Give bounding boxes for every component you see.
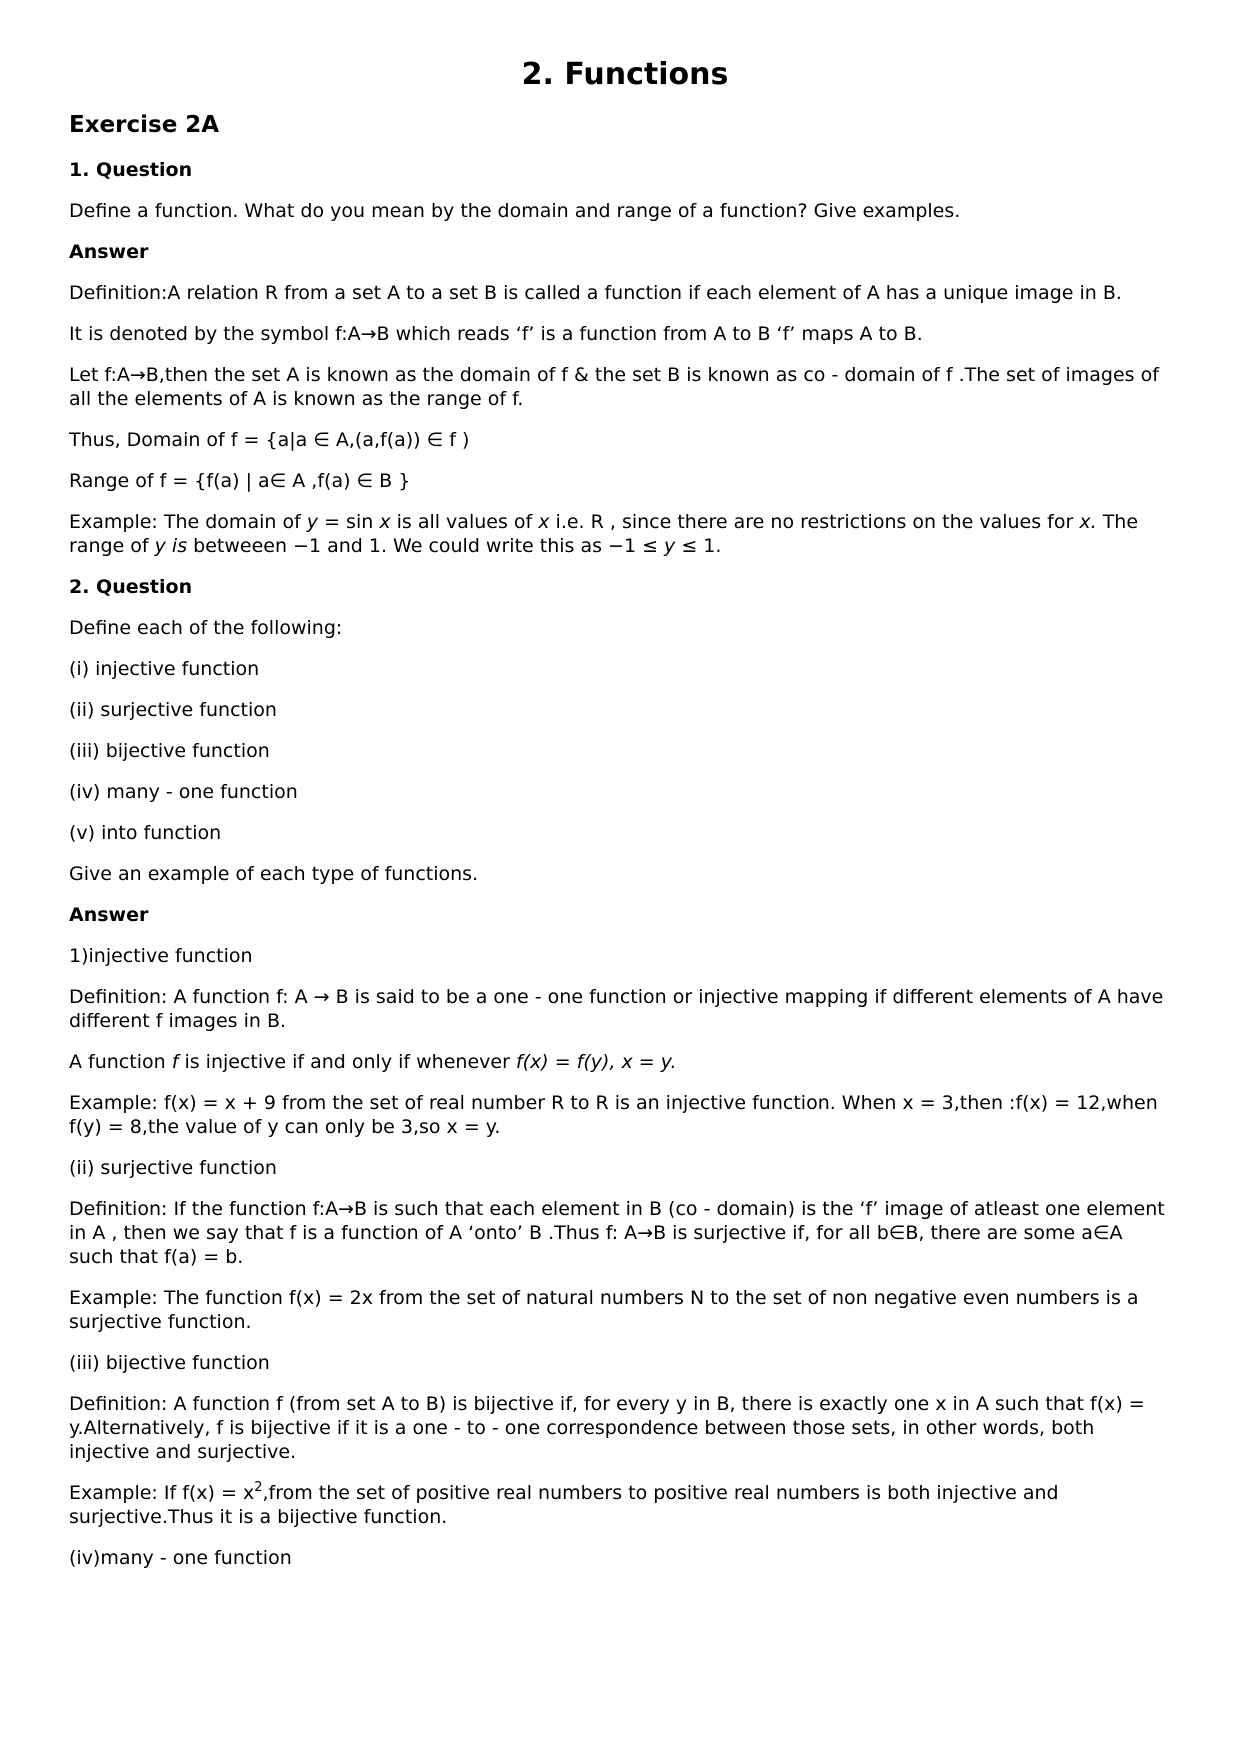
question-2-item: (iii) bijective function [69, 740, 270, 762]
question-2-outro: Give an example of each type of functions. [69, 863, 479, 885]
math-var: y [306, 511, 319, 533]
exercise-heading: Exercise 2A [69, 112, 220, 138]
answer-1-definition: Definition:A relation R from a set A to a set B is called a function if each element of A has a unique image in B. [69, 282, 1122, 304]
surjective-heading: (ii) surjective function [69, 1157, 277, 1179]
question-2-item: (ii) surjective function [69, 699, 277, 721]
question-2 [69, 575, 1171, 1570]
math-expression: f(x) = f(y), x = y. [515, 1051, 677, 1073]
bijective-heading: (iii) bijective function [69, 1352, 270, 1374]
math-var: x. [1079, 511, 1097, 533]
answer-1-domain-set: Thus, Domain of f = {a|a ∈ A,(a,f(a)) ∈ f ) [69, 429, 470, 451]
text-run: Example: The domain of [69, 511, 307, 533]
math-var: y [664, 535, 676, 557]
answer-2-label: Answer [69, 904, 149, 926]
question-2-item: (iv) many - one function [69, 781, 298, 803]
text-run: ,from the set of positive real numbers to positive real numbers is both injective and surjective.Thus it is a bijective function. [69, 1482, 1059, 1528]
text-run: Example: If f(x) = x [69, 1482, 255, 1504]
question-2-item: (i) injective function [69, 658, 260, 680]
answer-1-range-set: Range of f = {f(a) | a∈ A ,f(a) ∈ B } [69, 470, 411, 492]
injective-iff [69, 1050, 1171, 1074]
text-run: A function [69, 1051, 172, 1073]
question-2-item: (v) into function [69, 822, 222, 844]
bijective-example [69, 1481, 1171, 1529]
text-run: ≤ 1. [675, 535, 722, 557]
injective-definition: Definition: A function f: A → B is said to be a one - one function or injective mapping if different elements of A have different f images in B. [69, 986, 1164, 1032]
question-1 [69, 158, 1171, 558]
question-1-text: Define a function. What do you mean by the domain and range of a function? Give examples. [69, 200, 961, 222]
math-var: x [538, 511, 550, 533]
question-2-heading: 2. Question [69, 576, 193, 598]
answer-1-domain-codomain: Let f:A→B,then the set A is known as the domain of f & the set B is known as co - domain of f .The set of images of all the elements of A is known as the range of f. [69, 364, 1159, 410]
surjective-example: Example: The function f(x) = 2x from the set of natural numbers N to the set of non negative even numbers is a surjective function. [69, 1287, 1139, 1333]
surjective-definition: Definition: If the function f:A→B is such that each element in B (co - domain) is the ‘f’ image of atleast one element in A , then we say that f is a function of A ‘onto’ B .Thus f: A→B is surjective if, for all b∈B, there are some a∈A such that f(a) = b. [69, 1198, 1165, 1268]
math-var: x [379, 511, 391, 533]
math-var: y is [154, 535, 188, 557]
math-var: f [171, 1051, 179, 1073]
text-run: is all values of [390, 511, 539, 533]
answer-1-notation: It is denoted by the symbol f:A→B which reads ‘f’ is a function from A to B ‘f’ maps A to B. [69, 323, 923, 345]
text-run: = sin [318, 511, 380, 533]
page-title: 2. Functions [521, 57, 729, 92]
injective-example: Example: f(x) = x + 9 from the set of real number R to R is an injective function. When x = 3,then :f(x) = 12,when f(y) = 8,the value of y can only be 3,so x = y. [69, 1092, 1158, 1138]
text-run: is injective if and only if whenever [178, 1051, 516, 1073]
text-run: i.e. R , since there are no restrictions on the values for [549, 511, 1080, 533]
answer-1-label: Answer [69, 241, 149, 263]
text-run: The range of [69, 511, 1139, 557]
question-2-intro: Define each of the following: [69, 617, 343, 639]
answer-1-example [69, 510, 1171, 558]
superscript: 2 [254, 1480, 263, 1495]
injective-heading: 1)injective function [69, 945, 253, 967]
text-run: betweeen −1 and 1. We could write this as −1 ≤ [187, 535, 665, 557]
many-one-heading: (iv)many - one function [69, 1547, 292, 1569]
bijective-definition: Definition: A function f (from set A to B) is bijective if, for every y in B, there is exactly one x in A such that f(x) = y.Alternatively, f is bijective if it is a one - to - one correspondence between those sets, in other words, both injective and surjective. [69, 1393, 1145, 1463]
question-1-heading: 1. Question [69, 159, 193, 181]
